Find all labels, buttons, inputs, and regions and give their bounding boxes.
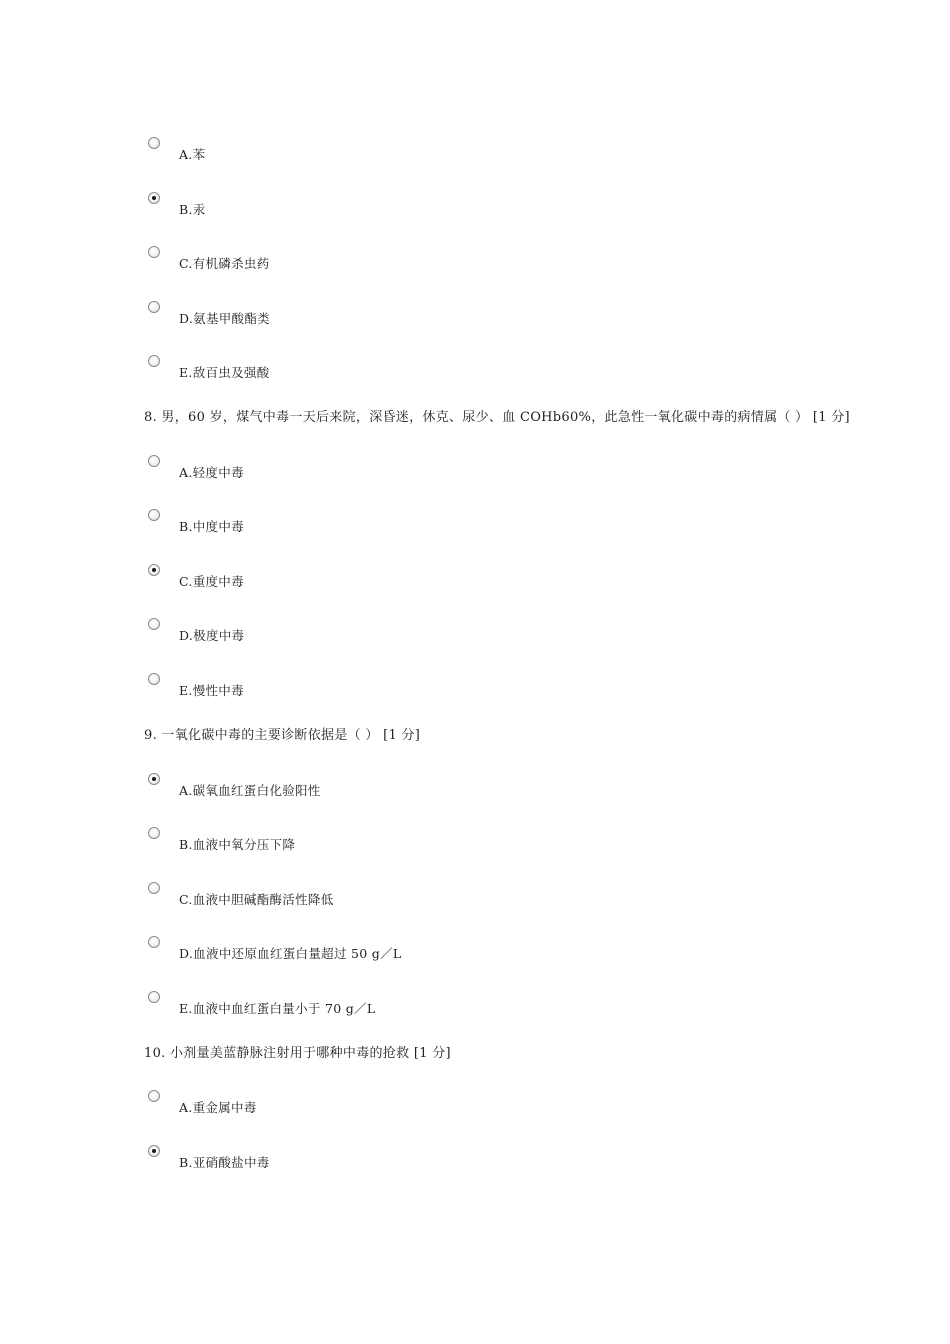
option-label: B.汞 <box>179 202 206 217</box>
radio-button[interactable] <box>148 1145 160 1157</box>
option-label: E.血液中血红蛋白量小于 70 g／L <box>179 1001 376 1016</box>
option-label: B.中度中毒 <box>179 519 244 534</box>
question-8-text: 8. 男，60 岁，煤气中毒一天后来院，深昏迷，休克、尿少、血 COHb60%，此急性一氧化碳中毒的病情属（ ） [1 分] <box>144 410 850 425</box>
option-label: D.血液中还原血红蛋白量超过 50 g／L <box>179 946 402 961</box>
option-7-a[interactable] <box>148 137 548 171</box>
option-8-c[interactable] <box>148 564 548 598</box>
option-label: A.重金属中毒 <box>179 1100 257 1115</box>
radio-button[interactable] <box>148 192 160 204</box>
radio-button[interactable] <box>148 455 160 467</box>
option-10-a[interactable] <box>148 1090 548 1124</box>
option-9-e[interactable] <box>148 991 548 1025</box>
option-8-d[interactable] <box>148 618 548 652</box>
radio-button[interactable] <box>148 246 160 258</box>
option-9-b[interactable] <box>148 827 548 861</box>
radio-button[interactable] <box>148 882 160 894</box>
option-label: A.苯 <box>179 147 206 162</box>
option-9-d[interactable] <box>148 936 548 970</box>
option-label: A.碳氧血红蛋白化验阳性 <box>179 783 321 798</box>
option-label: E.敌百虫及强酸 <box>179 365 270 380</box>
option-8-a[interactable] <box>148 455 548 489</box>
radio-button[interactable] <box>148 355 160 367</box>
radio-button[interactable] <box>148 827 160 839</box>
option-label: D.极度中毒 <box>179 628 245 643</box>
radio-button[interactable] <box>148 673 160 685</box>
radio-button[interactable] <box>148 618 160 630</box>
radio-dot-icon <box>152 196 156 200</box>
option-7-b[interactable] <box>148 192 548 226</box>
radio-button[interactable] <box>148 1090 160 1102</box>
radio-button[interactable] <box>148 301 160 313</box>
option-10-b[interactable] <box>148 1145 548 1179</box>
option-label: D.氨基甲酸酯类 <box>179 311 270 326</box>
radio-dot-icon <box>152 568 156 572</box>
radio-button[interactable] <box>148 137 160 149</box>
radio-button[interactable] <box>148 773 160 785</box>
option-label: C.重度中毒 <box>179 574 244 589</box>
option-label: C.血液中胆碱酯酶活性降低 <box>179 892 334 907</box>
option-8-e[interactable] <box>148 673 548 707</box>
option-7-d[interactable] <box>148 301 548 335</box>
radio-button[interactable] <box>148 991 160 1003</box>
option-label: B.血液中氧分压下降 <box>179 837 296 852</box>
option-9-c[interactable] <box>148 882 548 916</box>
option-label: C.有机磷杀虫药 <box>179 256 270 271</box>
radio-dot-icon <box>152 1149 156 1153</box>
option-7-c[interactable] <box>148 246 548 280</box>
radio-button[interactable] <box>148 509 160 521</box>
option-8-b[interactable] <box>148 509 548 543</box>
question-9-text: 9. 一氧化碳中毒的主要诊断依据是（ ） [1 分] <box>144 728 421 743</box>
option-9-a[interactable] <box>148 773 548 807</box>
radio-button[interactable] <box>148 936 160 948</box>
option-label: E.慢性中毒 <box>179 683 244 698</box>
question-10-text: 10. 小剂量美蓝静脉注射用于哪种中毒的抢救 [1 分] <box>144 1046 451 1061</box>
option-label: B.亚硝酸盐中毒 <box>179 1155 270 1170</box>
option-label: A.轻度中毒 <box>179 465 244 480</box>
option-7-e[interactable] <box>148 355 548 389</box>
radio-dot-icon <box>152 777 156 781</box>
radio-button[interactable] <box>148 564 160 576</box>
